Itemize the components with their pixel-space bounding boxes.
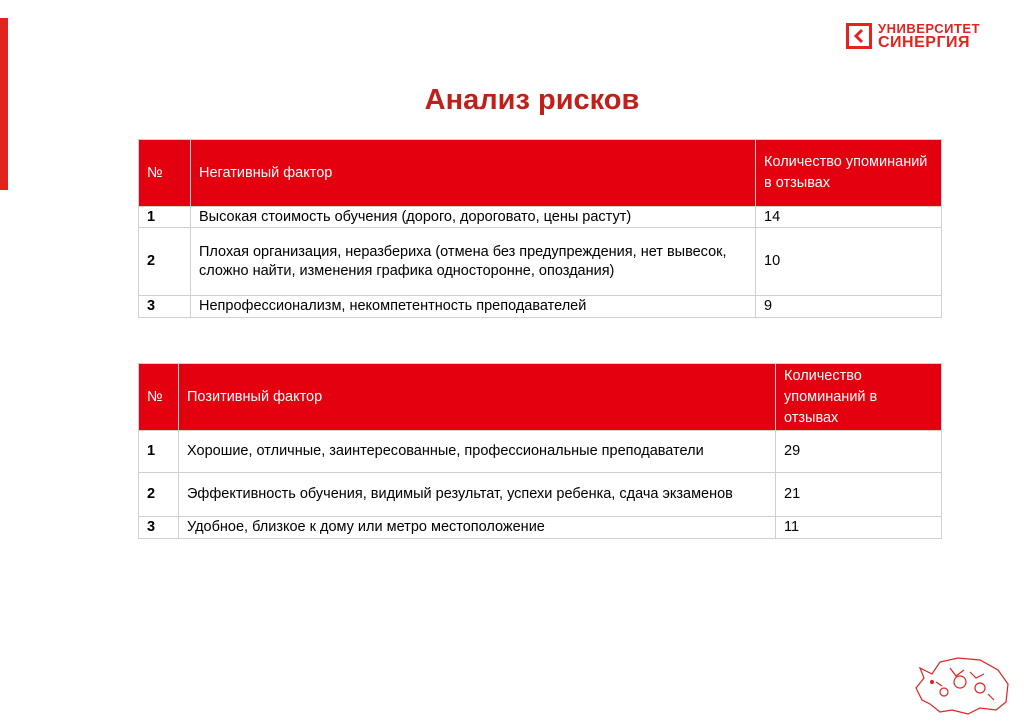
row-num: 2 [139,473,179,517]
row-num: 3 [139,296,191,318]
logo-mark-icon [846,23,872,49]
row-num: 1 [139,207,191,228]
positive-factors-table [138,363,942,539]
page-title: Анализ рисков [424,84,640,116]
row-num: 2 [139,228,191,296]
header-num: № [139,140,191,207]
header-count: Количество упоминаний в отзывах [776,364,942,431]
table-row [139,473,942,517]
table-row [139,431,942,473]
row-count: 29 [776,431,942,473]
header-factor: Позитивный фактор [179,364,776,431]
university-logo [846,22,980,50]
table-row [139,517,942,539]
header-num: № [139,364,179,431]
row-count: 21 [776,473,942,517]
row-count: 9 [756,296,942,318]
row-factor: Плохая организация, неразбериха (отмена без предупреждения, нет вывесок, сложно найти, изменения графика односторонне, опоздания) [191,228,756,296]
logo-line1: УНИВЕРСИТЕТ [878,21,981,36]
logo-line2: СИНЕРГИЯ [878,34,971,51]
row-num: 1 [139,431,179,473]
header-count: Количество упоминаний в отзывах [756,140,942,207]
table-header-row [139,364,942,431]
rhino-icon [910,648,1015,718]
header-factor: Негативный фактор [191,140,756,207]
row-factor: Непрофессионализм, некомпетентность преподавателей [191,296,756,318]
row-count: 14 [756,207,942,228]
row-factor: Хорошие, отличные, заинтересованные, профессиональные преподаватели [179,431,776,473]
row-count: 10 [756,228,942,296]
row-count: 11 [776,517,942,539]
table-header-row [139,140,942,207]
table-row [139,228,942,296]
row-factor: Эффективность обучения, видимый результат, успехи ребенка, сдача экзаменов [179,473,776,517]
row-factor: Удобное, близкое к дому или метро местоположение [179,517,776,539]
row-factor: Высокая стоимость обучения (дорого, дороговато, цены растут) [191,207,756,228]
row-num: 3 [139,517,179,539]
negative-factors-table [138,139,942,318]
table-row [139,207,942,228]
table-row [139,296,942,318]
